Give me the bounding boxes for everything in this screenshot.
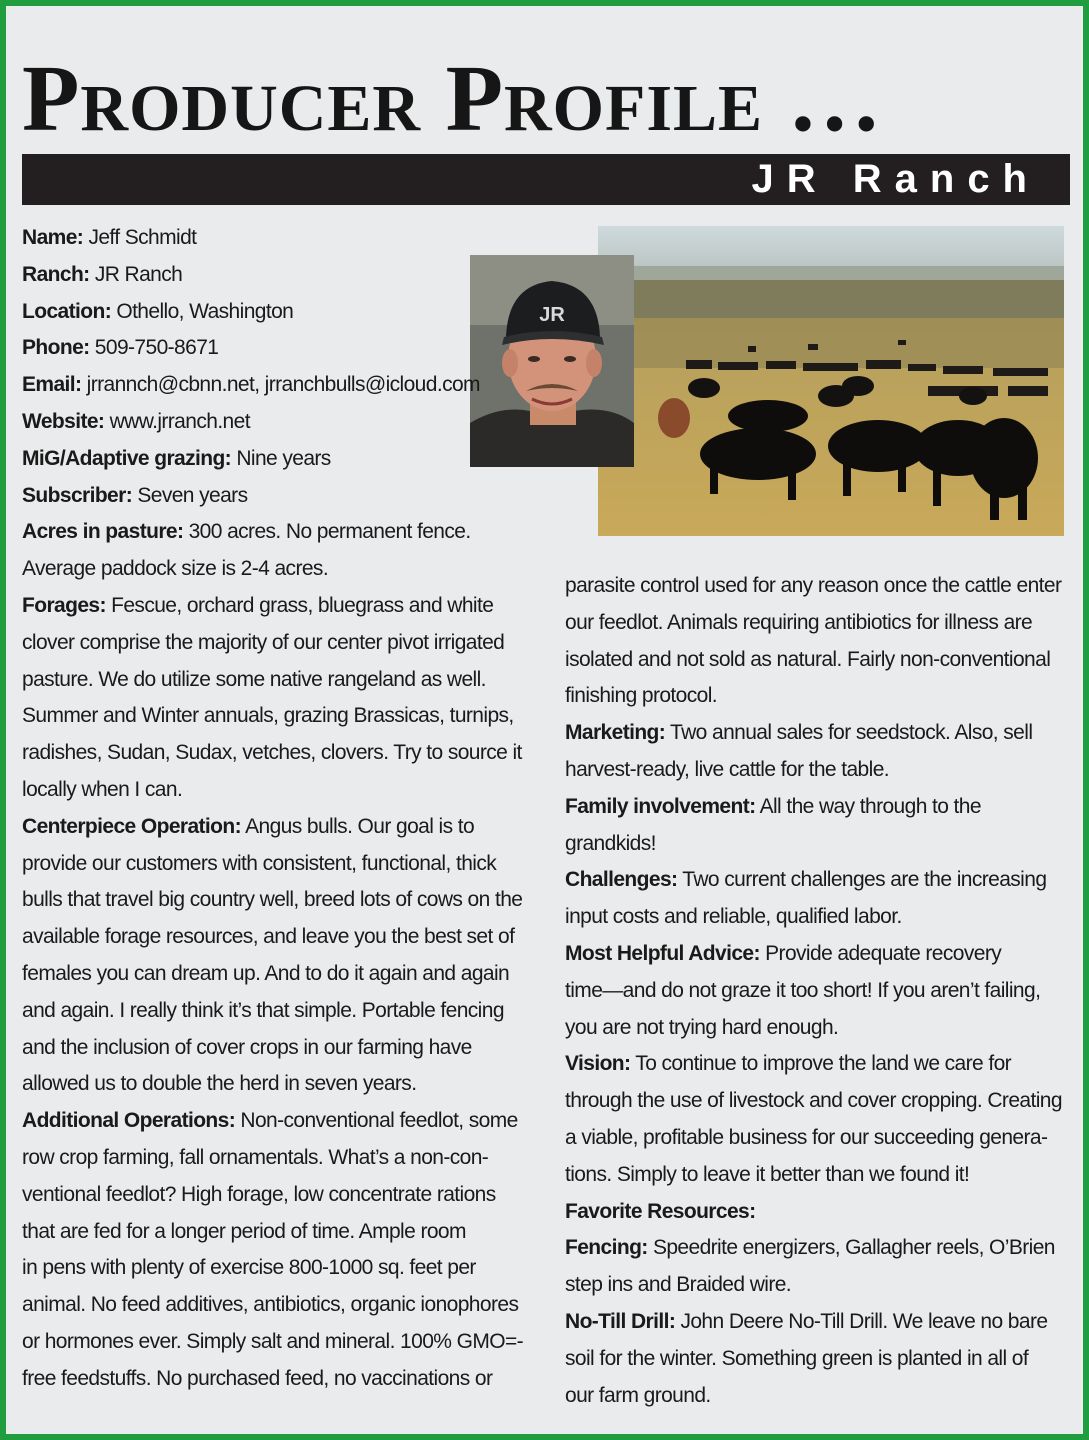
- field-text: Average paddock size is 2-4 acres.: [22, 557, 329, 581]
- field-text: Speedrite energizers, Gallagher reels, O’Brien: [647, 1236, 1055, 1260]
- field-text: JR Ranch: [89, 262, 183, 286]
- text-line: [22, 698, 542, 735]
- magazine-page: [6, 6, 1083, 1434]
- field-text: tions. Simply to leave it better than we found it!: [565, 1162, 970, 1186]
- field-text: To continue to improve the land we care for: [630, 1052, 1012, 1076]
- text-line: [565, 1010, 1065, 1047]
- text-line: [22, 514, 542, 551]
- field-label: Marketing:: [565, 721, 666, 745]
- text-line: [22, 1140, 542, 1177]
- field-text: time—and do not graze it too short! If you aren’t failing,: [565, 978, 1041, 1002]
- field-text: and again. I really think it’s that simple. Portable fencing: [22, 998, 504, 1022]
- field-text: 300 acres. No permanent fence.: [183, 520, 471, 544]
- field-text: ventional feedlot? High forage, low concentrate rations: [22, 1182, 496, 1206]
- ranch-banner-text: JR Ranch: [751, 157, 1040, 201]
- text-line: [565, 605, 1065, 642]
- text-line: [565, 568, 1065, 605]
- field-label: Centerpiece Operation:: [22, 814, 242, 838]
- field-text: John Deere No-Till Drill. We leave no bare: [675, 1309, 1048, 1333]
- text-line: [22, 1066, 542, 1103]
- text-line: [565, 1120, 1065, 1157]
- text-line: [22, 220, 542, 257]
- field-text: Provide adequate recovery: [759, 941, 1002, 965]
- field-text: through the use of livestock and cover cropping. Creating: [565, 1089, 1062, 1113]
- text-line: [22, 257, 542, 294]
- field-text: radishes, Sudan, Sudax, vetches, clovers. Try to source it: [22, 741, 522, 765]
- field-label: Additional Operations:: [22, 1109, 236, 1133]
- field-text: Two current challenges are the increasing: [677, 868, 1047, 892]
- field-label: Name:: [22, 226, 84, 249]
- text-line: [22, 625, 542, 662]
- field-text: Seven years: [132, 483, 248, 507]
- text-line: [565, 936, 1065, 973]
- text-line: [565, 1046, 1065, 1083]
- svg-text:JR: JR: [539, 304, 565, 326]
- field-text: 509-750-8671: [89, 336, 219, 360]
- text-line: [22, 404, 542, 441]
- field-text: isolated and not sold as natural. Fairly non-conventional: [565, 647, 1051, 671]
- field-text: you are not trying hard enough.: [565, 1015, 839, 1039]
- text-line: [565, 789, 1065, 826]
- text-line: [565, 1304, 1065, 1341]
- text-line: [565, 715, 1065, 752]
- field-text: animal. No feed additives, antibiotics, organic ionophores: [22, 1293, 519, 1317]
- field-label: Challenges:: [565, 868, 678, 892]
- field-label: Vision:: [565, 1052, 631, 1076]
- text-line: [22, 735, 542, 772]
- field-text: or hormones ever. Simply salt and mineral. 100% GMO=-: [22, 1329, 524, 1353]
- text-line: [22, 551, 542, 588]
- field-text: Othello, Washington: [111, 299, 294, 323]
- field-label: Forages:: [22, 593, 106, 617]
- text-line: [22, 1361, 542, 1398]
- text-line: [565, 1157, 1065, 1194]
- text-line: [22, 1287, 542, 1324]
- text-line: [22, 441, 542, 478]
- field-text: a viable, profitable business for our succeeding genera-: [565, 1125, 1048, 1149]
- field-label: Most Helpful Advice:: [565, 941, 760, 965]
- text-line: [22, 294, 542, 331]
- text-line: [22, 919, 542, 956]
- field-text: finishing protocol.: [565, 684, 718, 708]
- left-text-column: [22, 220, 542, 1398]
- field-text: row crop farming, fall ornamentals. What’s a non-con-: [22, 1145, 489, 1169]
- field-text: parasite control used for any reason once the cattle enter: [565, 574, 1062, 597]
- page-title: Producer Profile …: [22, 47, 883, 151]
- text-line: [22, 1214, 542, 1251]
- field-text: provide our customers with consistent, functional, thick: [22, 851, 497, 875]
- field-text: www.jrranch.net: [104, 409, 250, 433]
- text-line: [565, 1378, 1065, 1415]
- field-text: pasture. We do utilize some native rangeland as well.: [22, 667, 486, 691]
- field-text: available forage resources, and leave you the best set of: [22, 925, 515, 949]
- field-text: and the inclusion of cover crops in our farming have: [22, 1035, 472, 1059]
- field-text: Jeff Schmidt: [83, 226, 197, 249]
- text-line: [565, 862, 1065, 899]
- field-text: allowed us to double the herd in seven years.: [22, 1072, 417, 1096]
- text-line: [565, 642, 1065, 679]
- field-text: Fescue, orchard grass, bluegrass and white: [105, 593, 494, 617]
- text-line: [22, 1030, 542, 1067]
- field-text: clover comprise the majority of our center pivot irrigated: [22, 630, 505, 654]
- text-line: [565, 1341, 1065, 1378]
- text-line: [22, 1324, 542, 1361]
- field-text: our feedlot. Animals requiring antibiotics for illness are: [565, 610, 1033, 634]
- text-line: [565, 678, 1065, 715]
- field-text: that are fed for a longer period of time. Ample room: [22, 1219, 466, 1243]
- field-text: locally when I can.: [22, 777, 183, 801]
- text-line: [22, 478, 542, 515]
- text-line: [565, 1230, 1065, 1267]
- field-text: in pens with plenty of exercise 800-1000 sq. feet per: [22, 1256, 476, 1280]
- text-line: [22, 1177, 542, 1214]
- field-text: Nine years: [231, 446, 331, 470]
- text-line: [22, 882, 542, 919]
- text-line: [22, 846, 542, 883]
- field-text: our farm ground.: [565, 1383, 711, 1407]
- text-line: [565, 1267, 1065, 1304]
- field-text: Angus bulls. Our goal is to: [241, 814, 475, 838]
- field-label: Fencing:: [565, 1236, 648, 1260]
- field-text: Summer and Winter annuals, grazing Brassicas, turnips,: [22, 704, 514, 728]
- field-label: No-Till Drill:: [565, 1309, 676, 1333]
- field-text: females you can dream up. And to do it again and again: [22, 961, 510, 985]
- field-label: Location:: [22, 299, 112, 323]
- field-text: input costs and reliable, qualified labor.: [565, 905, 902, 929]
- text-line: [565, 1083, 1065, 1120]
- field-label: Email:: [22, 373, 82, 397]
- field-text: bulls that travel big country well, breed lots of cows on the: [22, 888, 523, 912]
- text-line: [565, 826, 1065, 863]
- text-line: [22, 367, 542, 404]
- text-line: [22, 330, 542, 367]
- text-line: [22, 772, 542, 809]
- field-text: soil for the winter. Something green is planted in all of: [565, 1346, 1029, 1370]
- cattle-pasture-photo: [598, 226, 1064, 536]
- field-text: jrrannch@cbnn.net, jrranchbulls@icloud.com: [81, 373, 480, 397]
- text-line: [22, 956, 542, 993]
- text-line: [22, 809, 542, 846]
- text-line: [22, 993, 542, 1030]
- text-line: [22, 588, 542, 625]
- field-text: harvest-ready, live cattle for the table.: [565, 757, 890, 781]
- text-line: [22, 662, 542, 699]
- text-line: [565, 899, 1065, 936]
- field-text: step ins and Braided wire.: [565, 1273, 792, 1297]
- text-line: [565, 752, 1065, 789]
- field-label: Favorite Resources:: [565, 1199, 756, 1223]
- field-label: Ranch:: [22, 262, 90, 286]
- right-text-column: [565, 568, 1065, 1414]
- field-text: Two annual sales for seedstock. Also, sell: [665, 721, 1033, 745]
- ranch-banner: [22, 154, 1070, 205]
- field-text: Non-conventional feedlot, some: [235, 1109, 518, 1133]
- field-text: free feedstuffs. No purchased feed, no vaccinations or: [22, 1366, 493, 1390]
- text-line: [565, 1194, 1065, 1231]
- field-label: MiG/Adaptive grazing:: [22, 446, 232, 470]
- field-text: grandkids!: [565, 831, 656, 855]
- field-label: Phone:: [22, 336, 90, 360]
- text-line: [22, 1103, 542, 1140]
- field-label: Family involvement:: [565, 794, 756, 818]
- field-label: Subscriber:: [22, 483, 133, 507]
- field-label: Website:: [22, 409, 105, 433]
- text-line: [22, 1250, 542, 1287]
- field-label: Acres in pasture:: [22, 520, 184, 544]
- text-line: [565, 973, 1065, 1010]
- field-text: All the way through to the: [755, 794, 981, 818]
